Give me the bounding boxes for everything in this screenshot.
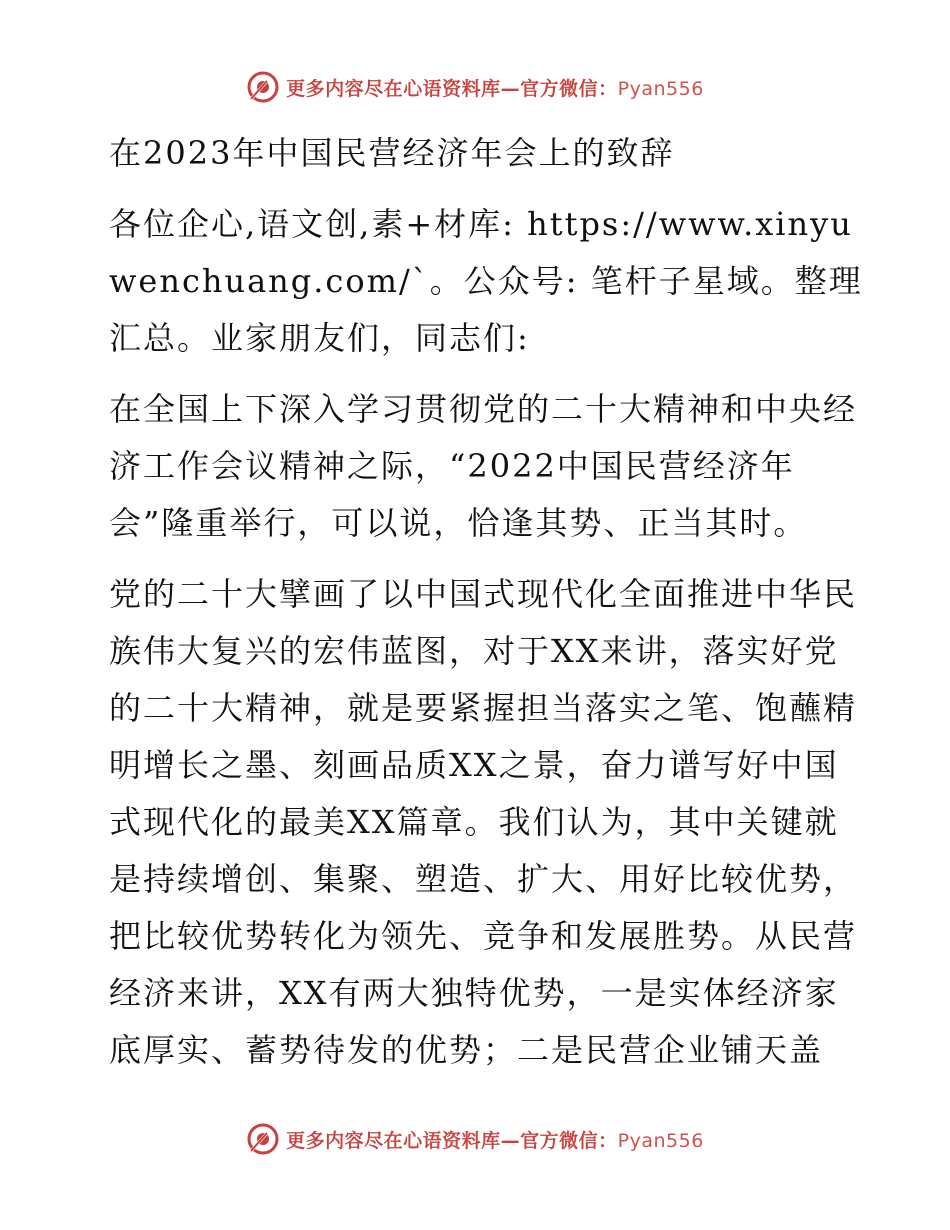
brand-logo-icon	[246, 70, 280, 104]
watermark-handle: Pyan556	[617, 1129, 704, 1152]
watermark-text: 更多内容尽在心语资料库—官方微信：Pyan556	[286, 1129, 704, 1152]
watermark-handle: Pyan556	[617, 77, 704, 100]
paragraph-2: 在全国上下深入学习贯彻党的二十大精神和中央经济工作会议精神之际，“2022中国民营经济年会”隆重举行，可以说，恰逢其势、正当其时。	[109, 390, 858, 542]
watermark-text: 更多内容尽在心语资料库—官方微信：Pyan556	[286, 77, 704, 100]
paragraph-3: 党的二十大擘画了以中国式现代化全面推进中华民族伟大复兴的宏伟蓝图，对于XX来讲，落实好党的二十大精神，就是要紧握担当落实之笔、饱蘸精明增长之墨、刻画品质XX之景，奋力谱写好中国式现代化的最美XX篇章。我们认为，其中关键就是持续增创、集聚、塑造、扩大、用好比较优势，把比较优势转化为领先、竞争和发展胜势。从民营经济来讲，XX有两大独特优势，一是实体经济家底厚实、蓄势待发的优势；二是民营企业铺天盖	[109, 575, 858, 1069]
watermark-footer	[0, 1122, 950, 1156]
watermark-header	[0, 70, 950, 104]
document-body	[97, 125, 867, 1079]
brand-logo-icon	[246, 1122, 280, 1156]
document-title: 在2023年中国民营经济年会上的致辞	[109, 134, 675, 172]
paragraph-1: 各位企心,语文创,素+材库: https://www.xinyuwenchuang.com/`。公众号: 笔杆子星域。整理汇总。业家朋友们，同志们:	[109, 205, 863, 357]
